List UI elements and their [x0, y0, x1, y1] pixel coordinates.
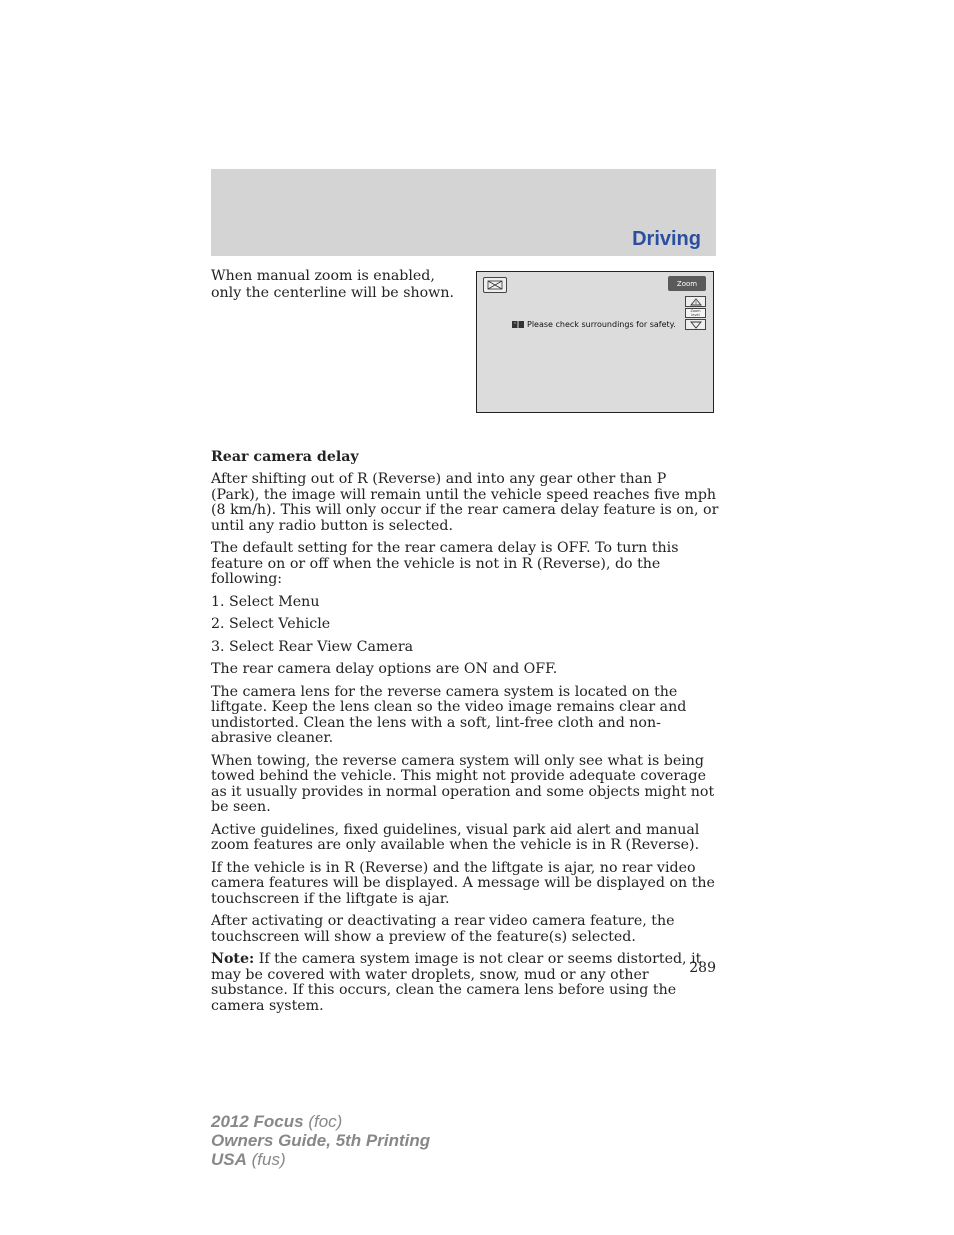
- main-content: [211, 449, 719, 1021]
- intro-text: When manual zoom is enabled, only the centerline will be shown.: [211, 268, 454, 301]
- footer-model: 2012 Focus: [211, 1112, 304, 1131]
- paragraph: When towing, the reverse camera system will only see what is being towed behind the vehicle. This might not provide adequate coverage as it usually provides in normal operation and some objects might not be seen.: [211, 752, 715, 815]
- step-item: 1. Select Menu: [211, 593, 320, 610]
- footer-line-3: [211, 1150, 430, 1169]
- arrow-down-icon: [690, 321, 702, 329]
- paragraph: After activating or deactivating a rear video camera feature, the touchscreen will show a preview of the feature(s) selected.: [211, 913, 675, 945]
- section-heading: Rear camera delay: [211, 449, 359, 465]
- close-icon: [487, 280, 503, 290]
- arrow-up-icon: [690, 298, 702, 306]
- page-number: 289: [689, 960, 716, 976]
- step-item: 2. Select Vehicle: [211, 616, 331, 632]
- zoom-out-button: [685, 319, 706, 330]
- zoom-in-button: [685, 296, 706, 307]
- footer-market: USA: [211, 1150, 247, 1169]
- paragraph: If the vehicle is in R (Reverse) and the liftgate is ajar, no rear video camera features will be displayed. A message will be displayed on the touchscreen if the liftgate is ajar.: [211, 859, 715, 907]
- note-text: If the camera system image is not clear or seems distorted, it may be covered with water droplets, snow, mud or any other substance. If this occurs, clean the camera lens before using the camera system.: [211, 951, 702, 1014]
- footer-line-1: [211, 1112, 430, 1131]
- note-paragraph: [211, 952, 719, 1014]
- zoom-button: Zoom: [668, 276, 706, 291]
- section-title: Driving: [632, 228, 701, 250]
- footer-line-2: [211, 1131, 430, 1150]
- book-icon: [511, 320, 525, 329]
- footer-model-code: (foc): [303, 1112, 343, 1131]
- paragraph: The default setting for the rear camera delay is OFF. To turn this feature on or off when the vehicle is not in R (Reverse), do the following:: [211, 540, 679, 587]
- step-item: 3. Select Rear View Camera: [211, 638, 414, 655]
- paragraph: The camera lens for the reverse camera system is located on the liftgate. Keep the lens clean so the video image remains clear and undistorted. Clean the lens with a soft, lint-free cloth and non-abrasive cleaner.: [211, 683, 687, 746]
- paragraph: Active guidelines, fixed guidelines, visual park aid alert and manual zoom features are only available when the vehicle is in R (Reverse).: [211, 821, 700, 853]
- footer-edition: Owners Guide, 5th Printing: [211, 1131, 431, 1150]
- zoom-level-indicator: Zoom level: [685, 308, 706, 318]
- camera-screen-illustration: [476, 271, 714, 413]
- footer: [211, 1112, 430, 1169]
- safety-message-text: Please check surroundings for safety.: [527, 320, 676, 329]
- close-button: [483, 277, 507, 293]
- paragraph: The rear camera delay options are ON and OFF.: [211, 661, 558, 677]
- safety-message: [511, 320, 676, 329]
- paragraph: After shifting out of R (Reverse) and into any gear other than P (Park), the image will remain until the vehicle speed reaches five mph (8 km/h). This will only occur if the rear camera delay feature is on, or until any radio button is selected.: [211, 471, 719, 534]
- footer-market-code: (fus): [246, 1150, 286, 1169]
- header-band: [211, 169, 716, 256]
- note-label: Note:: [211, 951, 255, 967]
